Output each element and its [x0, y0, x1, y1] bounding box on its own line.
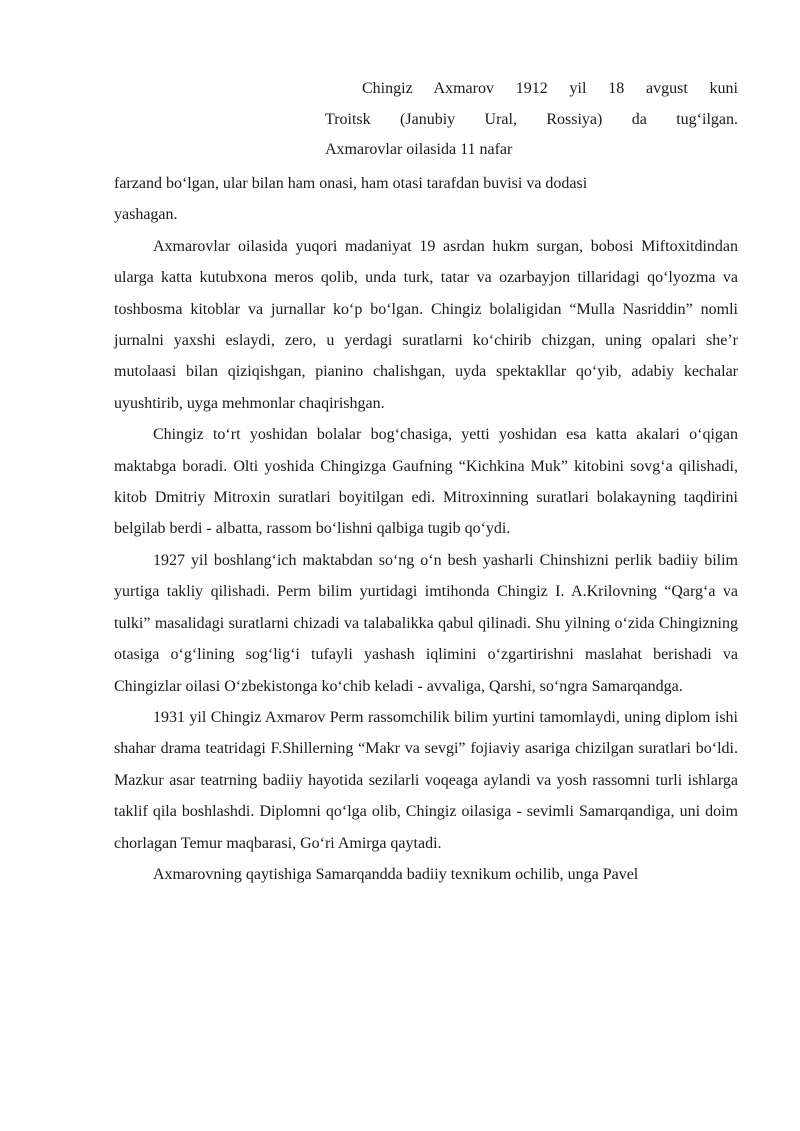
intro-line-2: Troitsk (Janubiy Ural, Rossiya) da tug‘ilgan. — [325, 110, 738, 128]
paragraph-graduation: 1931 yil Chingiz Axmarov Perm rassomchilik bilim yurtini tamomlaydi, uning diplom ishi shahar drama teatridagi F.Shillerning “Makr va sevgi” fojiaviy asariga chizilgan suratlari bo‘ldi. Mazkur asar teatrning badiiy hayotida sezilarli voqeaga aylandi va yosh rassomni turli ishlarga taklif qila boshlashdi. Diplomni qo‘lga olib, Chingiz oilasiga - sevimli Samarqandiga, uni doim chorlagan Temur maqbarasi, Go‘ri Amirga qaytadi. — [114, 708, 738, 852]
paragraph-family-culture: Axmarovlar oilasida yuqori madaniyat 19 asrdan hukm surgan, bobosi Miftoxitdindan ularga katta kutubxona meros qolib, unda turk, tatar va ozarbayjon tillaridagi qo‘lyozma va toshbosma kitoblar va jurnallar ko‘p bo‘lgan. Chingiz bolaligidan “Mulla Nasriddin” nomli jurnalni yaxshi eslaydi, zero, u yerdagi suratlarni ko‘chirib chizgan, uning opalari she’r mutolaasi bilan qiziqishgan, pianino chalishgan, uyda spektakllar qo‘yib, adabiy kechalar uyushtirib, uyga mehmonlar chaqirishgan. — [114, 237, 738, 412]
continuation-line-2: yashagan. — [114, 206, 178, 224]
continuation-line-1: farzand bo‘lgan, ular bilan ham onasi, ham otasi tarafdan buvisi va dodasi — [114, 175, 588, 192]
paragraph-return: Axmarovning qaytishiga Samarqandda badiiy texnikum ochilib, unga Pavel — [153, 865, 639, 883]
paragraph-childhood: Chingiz to‘rt yoshidan bolalar bog‘chasiga, yetti yoshidan esa katta akalari o‘qigan maktabga boradi. Olti yoshida Chingizga Gaufning “Kichkina Muk” kitobini sovg‘a qilishadi, kitob Dmitriy Mitroxin suratlari boyitilgan edi. Mitroxinning suratlari bolakayning taqdirini belgilab berdi - albatta, rassom bo‘lishni qalbiga tugib qo‘ydi. — [114, 426, 738, 538]
body-text — [114, 168, 738, 890]
intro-line-3: Axmarovlar oilasida 11 nafar — [325, 141, 513, 158]
intro-block — [325, 74, 738, 166]
paragraph-perm-school: 1927 yil boshlang‘ich maktabdan so‘ng o‘n besh yasharli Chinshizni perlik badiiy bilim yurtiga takliy qilishadi. Perm bilim yurtidagi imtihonda Chingiz I. A.Krilovning “Qarg‘a va tulki” masalidagi suratlarni chizadi va talabalikka qabul qilinadi. Shu yilning o‘zida Chingizning otasiga o‘g‘lining sog‘lig‘i tufayli yashash iqlimini o‘zgartirishni maslahat berishadi va Chingizlar oilasi O‘zbekistonga ko‘chib keladi - avvaliga, Qarshi, so‘ngra Samarqandga. — [114, 551, 738, 695]
intro-line-1: Chingiz Axmarov 1912 yil 18 avgust kuni — [362, 80, 738, 97]
